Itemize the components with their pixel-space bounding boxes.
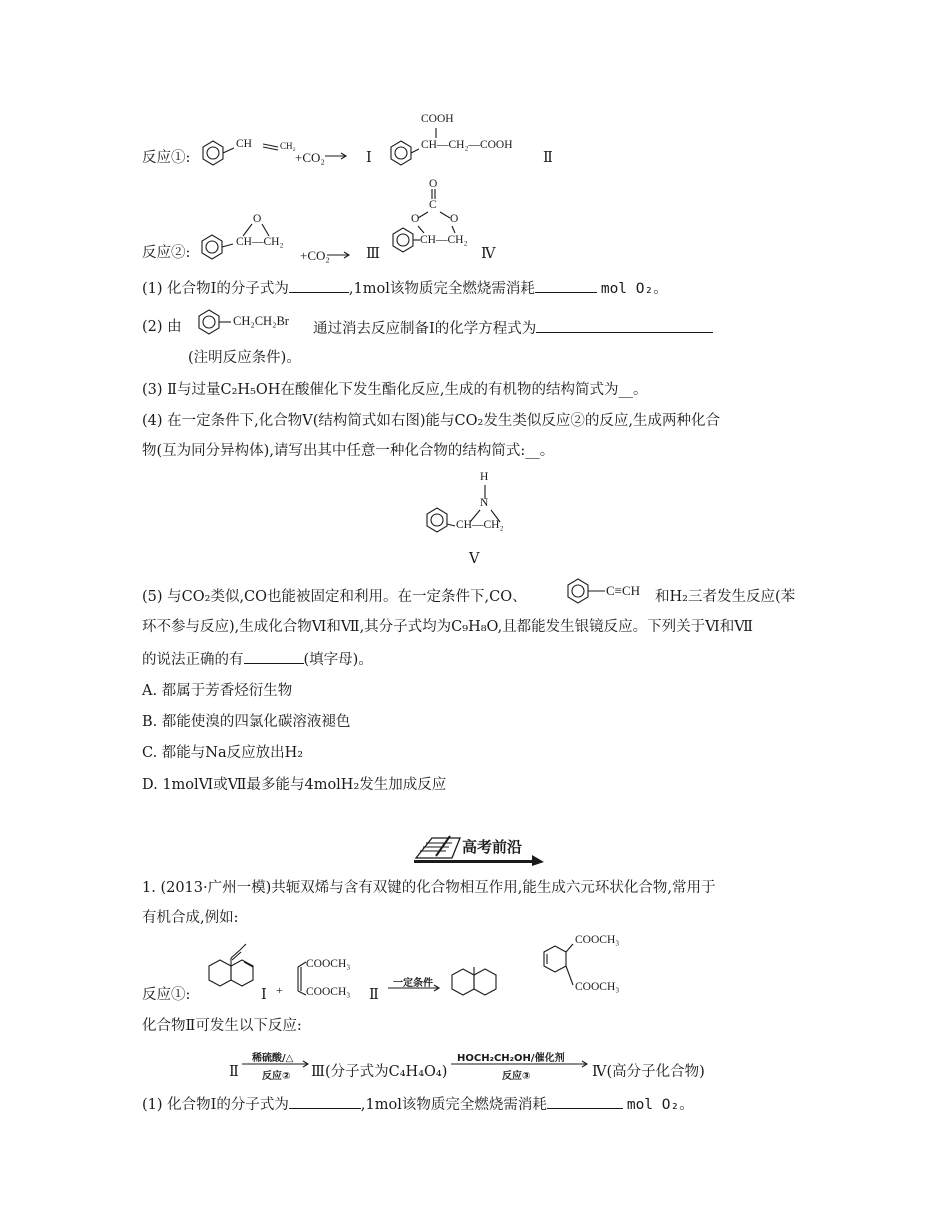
q1-text-c: mol O₂。 <box>600 281 668 297</box>
frontier-line1: 1. (2013·广州一模)共轭双烯与含有双键的化合物相互作用,能生成六元环状化合物,常用于 <box>142 880 716 896</box>
section-banner-title: 高考前沿 <box>462 838 523 856</box>
q5-line3-b: (填字母)。 <box>303 652 373 668</box>
epoxide-chain: CH—CH₂ <box>236 236 284 248</box>
frontier-q1-blank-2[interactable] <box>547 1094 623 1109</box>
q1-text-a: 化合物Ⅰ的分子式为 <box>167 281 289 297</box>
carbonate-o-left: O <box>411 213 420 225</box>
frontier-line2: 有机合成,例如: <box>142 910 239 926</box>
benzene-ring-icon <box>199 310 219 334</box>
benzene-ring-icon <box>202 235 222 259</box>
benzene-ring-icon <box>427 508 447 532</box>
arrow1-top: 稀硫酸/△ <box>252 1053 294 1064</box>
reaction1-plus-co2: +CO₂ <box>295 150 325 165</box>
aziridine-label: Ⅴ <box>469 551 480 567</box>
q5-num: (5) <box>142 589 163 605</box>
q2-text-b: 通过消去反应制备Ⅰ的化学方程式为 <box>313 321 537 337</box>
reaction2-plus-co2: +CO₂ <box>300 248 330 263</box>
q5-line1-b: 和H₂三者发生反应(苯 <box>655 589 796 605</box>
q1-text-b: ,1mol该物质完全燃烧需消耗 <box>348 281 535 297</box>
frontier-line3: 化合物Ⅱ可发生以下反应: <box>142 1018 302 1034</box>
q4-line2: 物(互为同分异构体),请写出其中任意一种化合物的结构简式:__。 <box>142 443 555 459</box>
q5-option-a: A. 都属于芳香烃衍生物 <box>142 683 293 699</box>
carbonate-chain: CH—CH₂ <box>420 234 468 246</box>
frontier-q1-a: 化合物Ⅰ的分子式为 <box>167 1097 289 1113</box>
product-cooch3-b: COOCH₃ <box>575 981 620 993</box>
frontier-q1-num: (1) <box>142 1097 163 1113</box>
q5-line3 <box>142 649 373 670</box>
q2-num: (2) <box>142 319 163 335</box>
benzene-ring-icon <box>393 228 413 252</box>
q5-line1-wrap <box>142 587 527 607</box>
q5-alkyne: C≡CH <box>606 583 641 598</box>
q5-answer-blank[interactable] <box>244 649 304 664</box>
arrow1-bottom: 反应② <box>262 1071 291 1082</box>
maleate-cooch3-b: COOCH₃ <box>306 986 351 998</box>
q5-line3-a: 的说法正确的有 <box>142 652 244 668</box>
q5-line1-a: 与CO₂类似,CO也能被固定和利用。在一定条件下,CO、 <box>167 589 527 605</box>
q4-num: (4) <box>142 413 163 429</box>
frontier-q1-c: mol O₂。 <box>626 1097 694 1113</box>
frontier-label-I: Ⅰ <box>261 987 267 1003</box>
product-chain: CH—CH₂—COOH <box>421 139 513 151</box>
carbonate-o-top: O <box>429 178 438 190</box>
reaction1-label-II: Ⅱ <box>543 150 553 166</box>
benzene-ring-icon <box>391 141 411 165</box>
reaction2-label-IV: Ⅳ <box>481 246 496 262</box>
cyclohexene-ring-icon <box>544 946 566 972</box>
q2-text-c: (注明反应条件)。 <box>188 350 301 366</box>
q3-num: (3) <box>142 382 163 398</box>
q4-line1-wrap <box>142 411 720 431</box>
epoxide-o: O <box>253 213 262 225</box>
seq-IV: Ⅳ(高分子化合物) <box>592 1064 705 1080</box>
q3 <box>142 380 648 400</box>
frontier-q1-blank-1[interactable] <box>289 1094 361 1109</box>
frontier-q1-b: ,1mol该物质完全燃烧需消耗 <box>360 1097 547 1113</box>
q1-num: (1) <box>142 281 163 297</box>
styrene-ch2: CH₂ <box>280 141 296 151</box>
frontier-q1 <box>142 1094 694 1115</box>
q1-answer-blank-2[interactable] <box>535 278 597 293</box>
q1 <box>142 278 668 299</box>
carbonate-c: C <box>429 199 437 211</box>
aziridine-h: H <box>480 471 489 483</box>
reaction2-prefix: 反应②: <box>142 245 191 261</box>
aziridine-chain: CH—CH₂ <box>456 519 504 531</box>
frontier-reaction-prefix: 反应①: <box>142 987 191 1003</box>
aziridine-n: N <box>480 497 489 509</box>
q1-answer-blank-1[interactable] <box>289 278 349 293</box>
reaction1-label-I: Ⅰ <box>366 150 372 166</box>
benzene-ring-icon <box>203 141 223 165</box>
styrene-ch: CH <box>236 138 252 150</box>
q2-answer-blank[interactable] <box>536 318 713 333</box>
q5-option-c: C. 都能与Na反应放出H₂ <box>142 745 304 761</box>
benzene-ring-icon <box>568 579 588 603</box>
arrow2-top: HOCH₂CH₂OH/催化剂 <box>457 1053 565 1064</box>
q5-option-b: B. 都能使溴的四氯化碳溶液褪色 <box>142 714 351 730</box>
frontier-label-II: Ⅱ <box>369 987 379 1003</box>
seq-II: Ⅱ <box>229 1064 239 1080</box>
reaction2-label-III: Ⅲ <box>366 246 380 262</box>
product-cooh-top: COOH <box>421 113 454 125</box>
seq-III: Ⅲ(分子式为C₄H₄O₄) <box>311 1064 448 1080</box>
reaction1-prefix: 反应①: <box>142 150 191 166</box>
arrow2-bottom: 反应③ <box>502 1071 531 1082</box>
frontier-plus: + <box>276 983 283 997</box>
q2-text-a: 由 <box>167 319 182 335</box>
section-banner <box>412 834 546 866</box>
maleate-cooch3-a: COOCH₃ <box>306 958 351 970</box>
q4-line1: 在一定条件下,化合物Ⅴ(结构简式如右图)能与CO₂发生类似反应②的反应,生成两种化合 <box>167 413 720 429</box>
carbonate-o-right: O <box>450 213 459 225</box>
q2-line1 <box>313 318 713 339</box>
q2-reagent: CH₂CH₂Br <box>233 314 289 328</box>
q2-num-line <box>142 317 182 337</box>
product-cooch3-a: COOCH₃ <box>575 934 620 946</box>
q5-line2: 环不参与反应),生成化合物Ⅵ和Ⅶ,其分子式均为C₉H₈O,且都能发生银镜反应。下列关于Ⅵ和Ⅶ <box>142 619 753 635</box>
q5-option-d: D. 1molⅥ或Ⅶ最多能与4molH₂发生加成反应 <box>142 777 447 793</box>
frontier-condition: 一定条件 <box>393 978 433 989</box>
q3-text: Ⅱ与过量C₂H₅OH在酸催化下发生酯化反应,生成的有机物的结构简式为__。 <box>167 382 648 398</box>
